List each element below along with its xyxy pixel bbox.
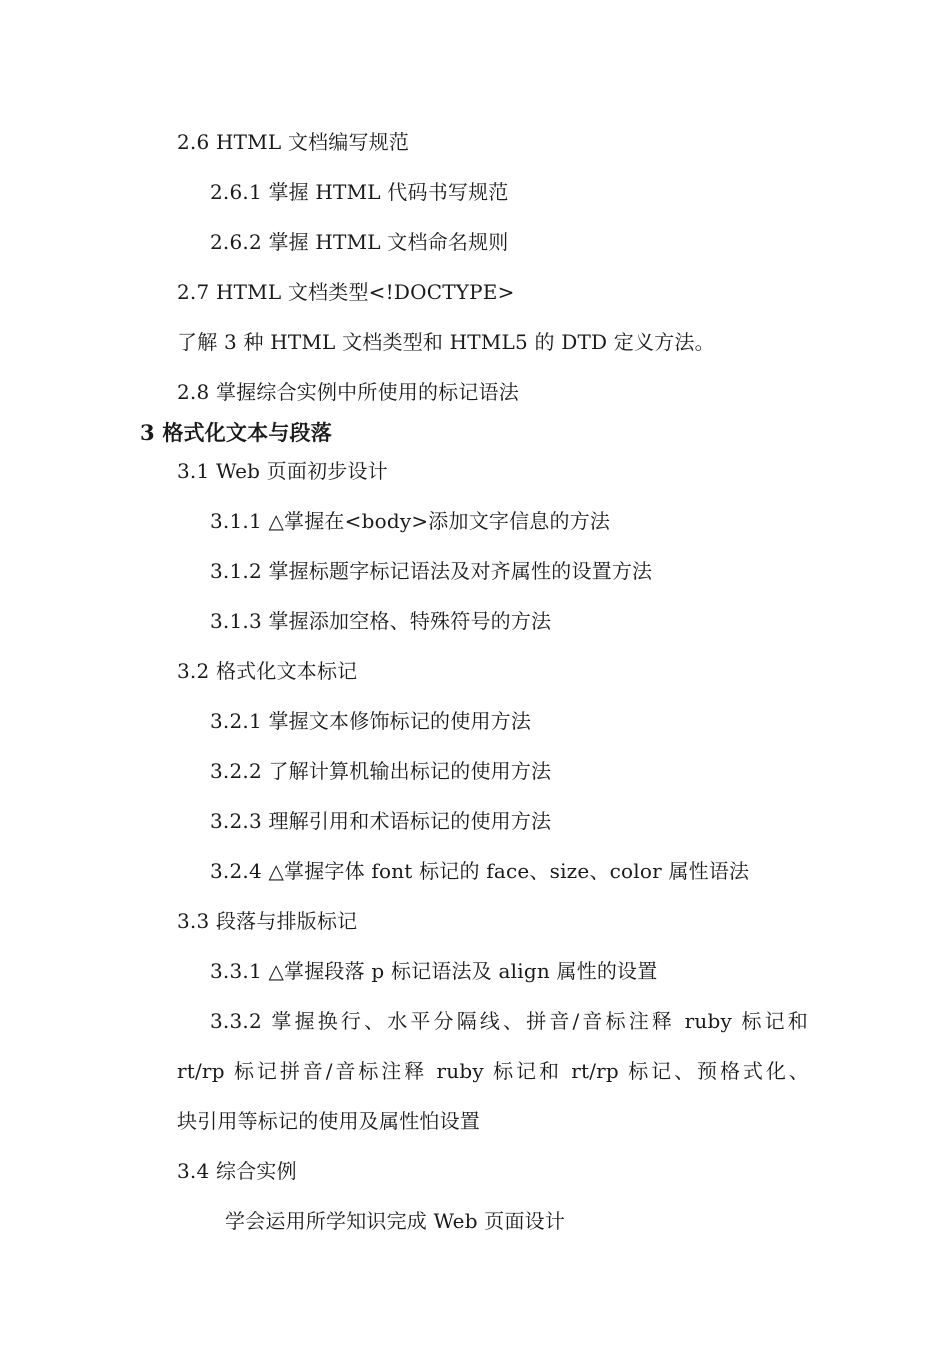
item-2-6-1: 2.6.1 掌握 HTML 代码书写规范 [210, 180, 509, 204]
item-3-2-4: 3.2.4 △掌握字体 font 标记的 face、size、color 属性语法 [210, 859, 750, 883]
item-3-3-2-line3: 块引用等标记的使用及属性怕设置 [177, 1109, 480, 1133]
item-3-1-2: 3.1.2 掌握标题字标记语法及对齐属性的设置方法 [210, 559, 653, 583]
item-3-3-2-line1: 3.3.2 掌握换行、水平分隔线、拼音/音标注释 ruby 标记和 [210, 1009, 808, 1033]
item-3-1-3: 3.1.3 掌握添加空格、特殊符号的方法 [210, 609, 552, 633]
item-3-1-1: 3.1.1 △掌握在<body>添加文字信息的方法 [210, 509, 611, 533]
item-3-3-2-line2: rt/rp 标记拼音/音标注释 ruby 标记和 rt/rp 标记、预格式化、 [177, 1059, 809, 1083]
section-3-4-heading: 3.4 综合实例 [177, 1159, 297, 1183]
section-3-2-heading: 3.2 格式化文本标记 [177, 659, 358, 683]
chapter-3-title: 3 格式化文本与段落 [140, 420, 332, 445]
section-2-8-heading: 2.8 掌握综合实例中所使用的标记语法 [177, 380, 519, 404]
section-3-1-heading: 3.1 Web 页面初步设计 [177, 459, 388, 483]
item-3-2-1: 3.2.1 掌握文本修饰标记的使用方法 [210, 709, 532, 733]
item-3-2-2: 3.2.2 了解计算机输出标记的使用方法 [210, 759, 552, 783]
section-2-7-heading: 2.7 HTML 文档类型<!DOCTYPE> [177, 280, 515, 304]
item-2-6-2: 2.6.2 掌握 HTML 文档命名规则 [210, 230, 509, 254]
item-3-3-1: 3.3.1 △掌握段落 p 标记语法及 align 属性的设置 [210, 959, 658, 983]
section-2-6-heading: 2.6 HTML 文档编写规范 [177, 130, 410, 154]
section-3-3-heading: 3.3 段落与排版标记 [177, 909, 358, 933]
section-3-4-body: 学会运用所学知识完成 Web 页面设计 [225, 1209, 566, 1233]
section-2-7-body: 了解 3 种 HTML 文档类型和 HTML5 的 DTD 定义方法。 [177, 330, 715, 354]
item-3-2-3: 3.2.3 理解引用和术语标记的使用方法 [210, 809, 552, 833]
